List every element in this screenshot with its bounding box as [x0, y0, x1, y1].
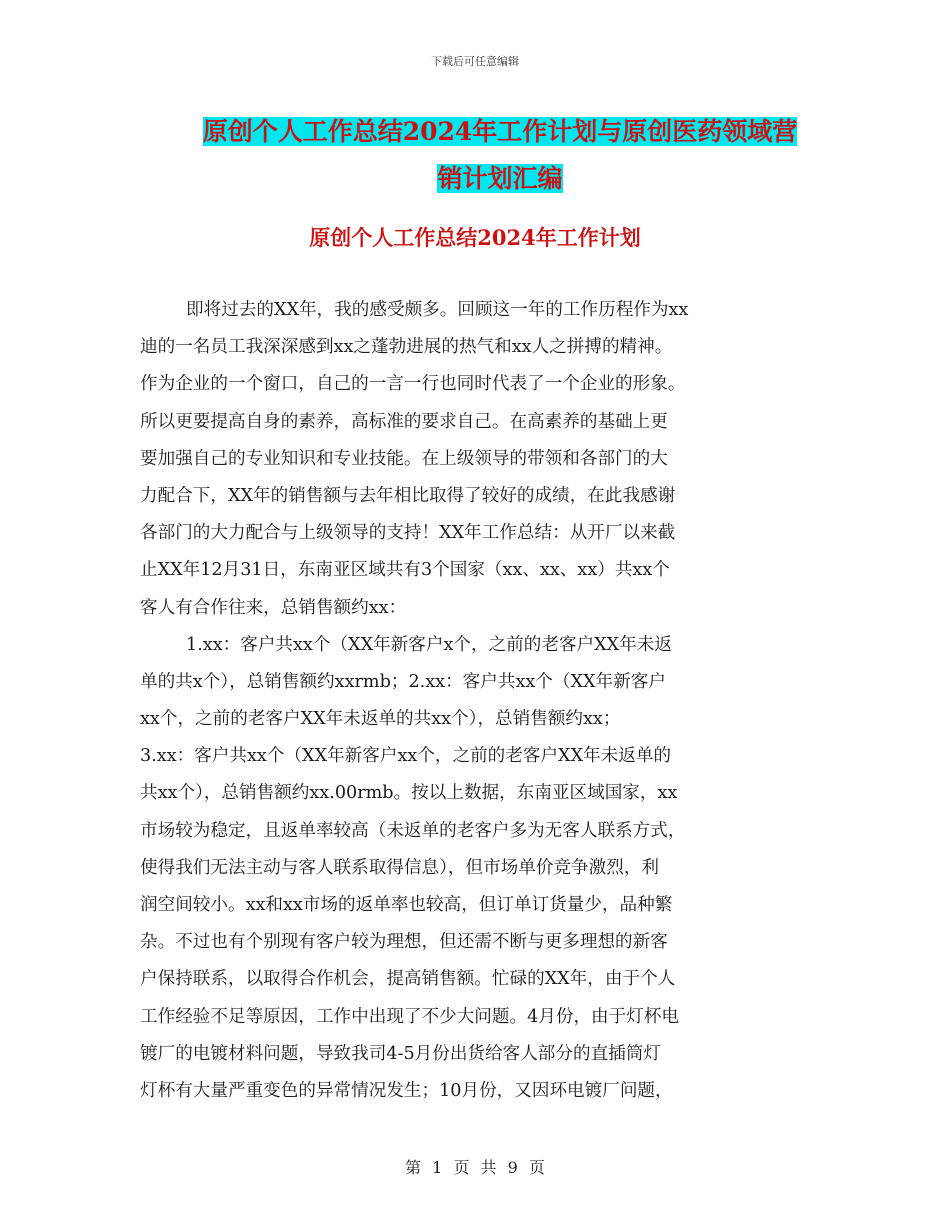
text-line: 即将过去的XX年，我的感受颇多。回顾这一年的工作历程作为xx — [186, 300, 689, 320]
text-line: 止XX年12月31日，东南亚区域共有3个国家（xx、xx、xx）共xx个 — [140, 560, 670, 581]
text-line: 润空间较小。xx和xx市场的返单率也较高，但订单订货量少，品种繁 — [140, 895, 673, 915]
text-line: 迪的一名员工我深深感到xx之蓬勃进展的热气和xx人之拼搏的精神。 — [140, 337, 673, 358]
text-line: 要加强自己的专业知识和专业技能。在上级领导的带领和各部门的大 — [140, 448, 668, 469]
section-title: 原创个人工作总结2024年工作计划 — [309, 225, 641, 250]
text-line: 工作经验不足等原因，工作中出现了不少大问题。4月份，由于灯杯电 — [140, 1006, 680, 1027]
text-line: 户保持联系，以取得合作机会，提高销售额。忙碌的XX年，由于个人 — [140, 969, 676, 990]
body-text — [140, 292, 812, 1110]
text-line: 各部门的大力配合与上级领导的支持！XX年工作总结：从开厂以来截 — [140, 523, 676, 544]
text-line: 力配合下，XX年的销售额与去年相比取得了较好的成绩，在此我感谢 — [140, 485, 676, 506]
document-title — [140, 108, 860, 202]
text-line: xx个，之前的老客户XX年未返单的共xx个），总销售额约xx； — [140, 709, 621, 730]
text-line: 所以更要提高自身的素养，高标准的要求自己。在高素养的基础上更 — [140, 411, 668, 432]
text-line: 灯杯有大量严重变色的异常情况发生；10月份，又因环电镀厂问题， — [140, 1080, 673, 1101]
text-line: 杂。不过也有个别现有客户较为理想，但还需不断与更多理想的新客 — [140, 932, 668, 953]
text-line: 1.xx：客户共xx个（XX年新客户x个，之前的老客户XX年未返 — [186, 634, 672, 655]
document-title-line-2: 销计划汇编 — [437, 164, 563, 193]
text-line: 作为企业的一个窗口，自己的一言一行也同时代表了一个企业的形象。 — [140, 374, 686, 395]
document-title-line-1: 原创个人工作总结2024年工作计划与原创医药领域营 — [202, 117, 798, 146]
text-line: 市场较为稳定，且返单率较高（未返单的老客户多为无客人联系方式， — [140, 820, 686, 841]
page-footer: 第 1 页 共 9 页 — [405, 1158, 545, 1177]
text-line: 共xx个），总销售额约xx.00rmb。按以上数据，东南亚区域国家，xx — [140, 783, 678, 804]
header-note: 下载后可任意编辑 — [431, 55, 519, 68]
text-line: 单的共x个），总销售额约xxrmb；2.xx：客户共xx个（XX年新客户 — [140, 671, 666, 692]
text-line: 使得我们无法主动与客人联系取得信息），但市场单价竞争激烈，利 — [140, 857, 660, 878]
text-line: 3.xx：客户共xx个（XX年新客户xx个，之前的老客户XX年未返单的 — [140, 746, 672, 767]
text-line: 客人有合作往来，总销售额约xx： — [140, 597, 407, 618]
text-line: 镀厂的电镀材料问题，导致我司4-5月份出货给客人部分的直插筒灯 — [140, 1043, 661, 1064]
